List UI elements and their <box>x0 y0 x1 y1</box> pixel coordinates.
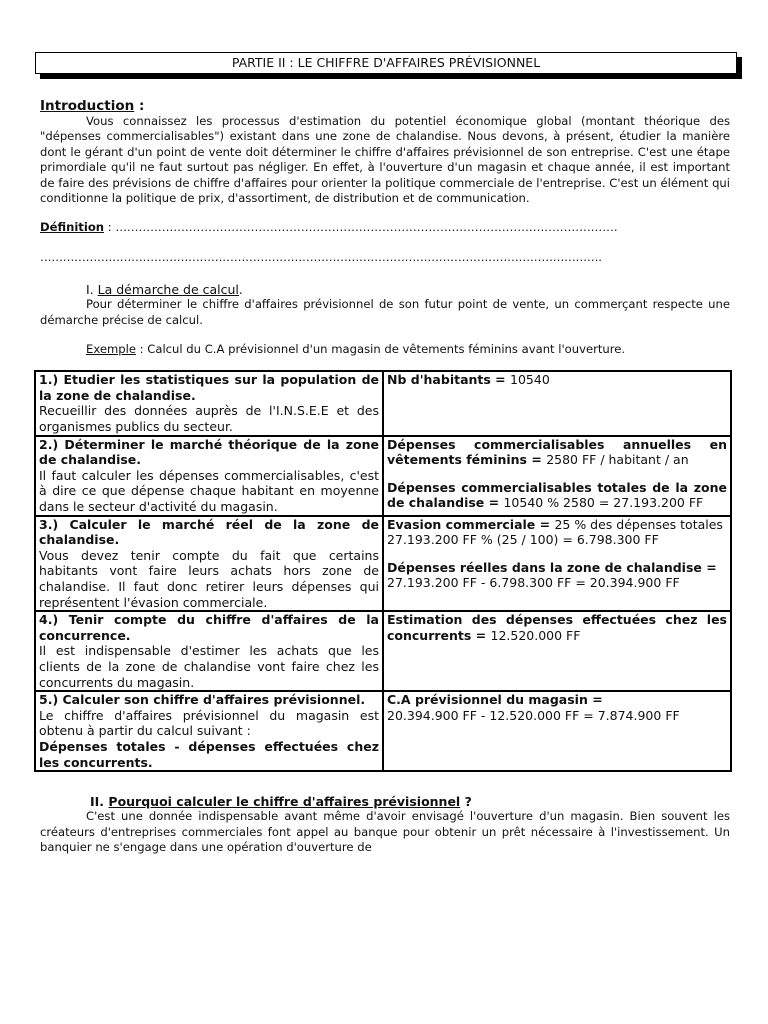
calc-value: 2580 FF / habitant / an <box>546 452 689 468</box>
step-title: 5.) Calculer son chiffre d'affaires prévisionnel. <box>39 692 366 708</box>
section1-suffix: . <box>238 282 243 298</box>
calc-label: Dépenses réelles dans la zone de chalandise = <box>387 559 717 575</box>
calc-value: 27.193.200 FF % (25 / 100) = 6.798.300 FF <box>387 532 659 548</box>
step-calculation <box>383 436 731 516</box>
step-calculation <box>383 371 731 435</box>
calc-value: 10540 <box>510 372 550 388</box>
definition-label: Définition <box>40 220 105 235</box>
calc-value: 10540 % 2580 = 27.193.200 FF <box>503 495 704 511</box>
step-title: 2.) Déterminer le marché théorique de la zone de chalandise. <box>39 436 379 468</box>
section1-paragraph: Pour déterminer le chiffre d'affaires prévisionnel de son futur point de vente, un commerçant respecte une démarche précise de calcul. <box>40 297 730 327</box>
document-page <box>40 52 730 855</box>
part-title-box <box>35 52 737 74</box>
section2-title: Pourquoi calculer le chiffre d'affaires prévisionnel <box>108 794 461 810</box>
intro-paragraph: Vous connaissez les processus d'estimation du potentiel économique global (montant théorique des "dépenses commercialisables") existant dans une zone de chalandise. Nous devons, à présent, étudier la manière dont le gérant d'un point de vente doit déterminer le chiffre d'affaires prévisionnel de son entreprise. C'est une étape primordiale qu'il ne faut surtout pas négliger. En effet, à l'ouverture d'un magasin et chaque année, il est important de faire des prévisions de chiffre d'affaires pour orienter la politique commerciale de l'entreprise. C'est un élément qui conditionne la politique de prix, d'assortiment, de distribution et de communication. <box>40 114 730 206</box>
step-formula: Dépenses totales - dépenses effectuées chez les concurrents. <box>39 738 379 770</box>
step-row <box>35 691 731 771</box>
step-description <box>35 436 383 516</box>
calculation-steps-table <box>34 370 732 772</box>
calc-value: 25 % des dépenses totales <box>554 516 723 532</box>
intro-heading-suffix: : <box>134 98 145 114</box>
step-title: 3.) Calculer le marché réel de la zone de chalandise. <box>39 516 379 548</box>
example-line <box>86 342 730 356</box>
calc-label: Dépenses commercialisables annuelles en vêtements féminins = <box>387 436 727 468</box>
part-title: PARTIE II : LE CHIFFRE D'AFFAIRES PRÉVISIONNEL <box>231 55 541 70</box>
example-text: : Calcul du C.A prévisionnel d'un magasin de vêtements féminins avant l'ouverture. <box>135 342 626 357</box>
calc-value: 12.520.000 FF <box>490 627 581 643</box>
step-calculation <box>383 611 731 691</box>
step-description <box>35 691 383 771</box>
definition-dots-1: : …………………………………………………………………………………………………………………. <box>104 220 618 235</box>
step-body: Le chiffre d'affaires prévisionnel du magasin est obtenu à partir du calcul suivant : <box>39 707 379 739</box>
definition-dots-2: …………………………………………………………………………………………………………………………………. <box>40 250 602 265</box>
step-calculation <box>383 691 731 771</box>
calc-label: Estimation des dépenses effectuées chez les concurrents = <box>387 612 727 643</box>
calc-value: 27.193.200 FF - 6.798.300 FF = 20.394.900 FF <box>387 575 680 591</box>
calc-label: Nb d'habitants = <box>387 372 511 388</box>
step-row <box>35 371 731 435</box>
step-calculation <box>383 516 731 612</box>
section1-number: I. <box>86 282 98 298</box>
step-row <box>35 516 731 612</box>
section1-heading <box>86 282 730 297</box>
example-label: Exemple <box>86 342 136 357</box>
step-title: 1.) Etudier les statistiques sur la population de la zone de chalandise. <box>39 372 379 403</box>
step-body: Vous devez tenir compte du fait que certains habitants vont faire leurs achats hors zone de chalandise. Il faut donc retirer leurs dépenses qui représentent l'évasion commerciale. <box>39 547 379 610</box>
step-row <box>35 436 731 516</box>
step-description <box>35 516 383 612</box>
calc-label: Evasion commerciale = <box>387 516 555 532</box>
section2-heading <box>90 794 730 809</box>
intro-heading-label: Introduction <box>40 98 135 114</box>
step-body: Il faut calculer les dépenses commercialisables, c'est à dire ce que dépense chaque habitant en moyenne dans le secteur d'activité du magasin. <box>39 467 379 514</box>
step-row <box>35 611 731 691</box>
calc-label: C.A prévisionnel du magasin = <box>387 692 603 708</box>
section2-paragraph: C'est une donnée indispensable avant même d'avoir envisagé l'ouverture d'un magasin. Bien souvent les créateurs d'entreprises commerciales font appel au banque pour obtenir un prêt nécessaire à l'investissement. Un banquier ne s'engage dans une opération d'ouverture de <box>40 809 730 854</box>
section2-number: II. <box>90 794 109 810</box>
step-title: 4.) Tenir compte du chiffre d'affaires de la concurrence. <box>39 612 379 643</box>
step-description <box>35 371 383 435</box>
definition-line <box>40 220 730 234</box>
calc-value: 20.394.900 FF - 12.520.000 FF = 7.874.900 FF <box>387 707 680 723</box>
section2-suffix: ? <box>460 794 472 810</box>
intro-heading <box>40 98 730 114</box>
step-body: Il est indispensable d'estimer les achats que les clients de la zone de chalandise vont faire chez les concurrents du magasin. <box>39 643 379 690</box>
calc-label: Dépenses commercialisables totales de la zone de chalandise = <box>387 479 727 511</box>
step-description <box>35 611 383 691</box>
step-body: Recueillir des données auprès de l'I.N.S.E.E et des organismes publics du secteur. <box>39 403 379 435</box>
section1-title: La démarche de calcul <box>97 282 239 298</box>
